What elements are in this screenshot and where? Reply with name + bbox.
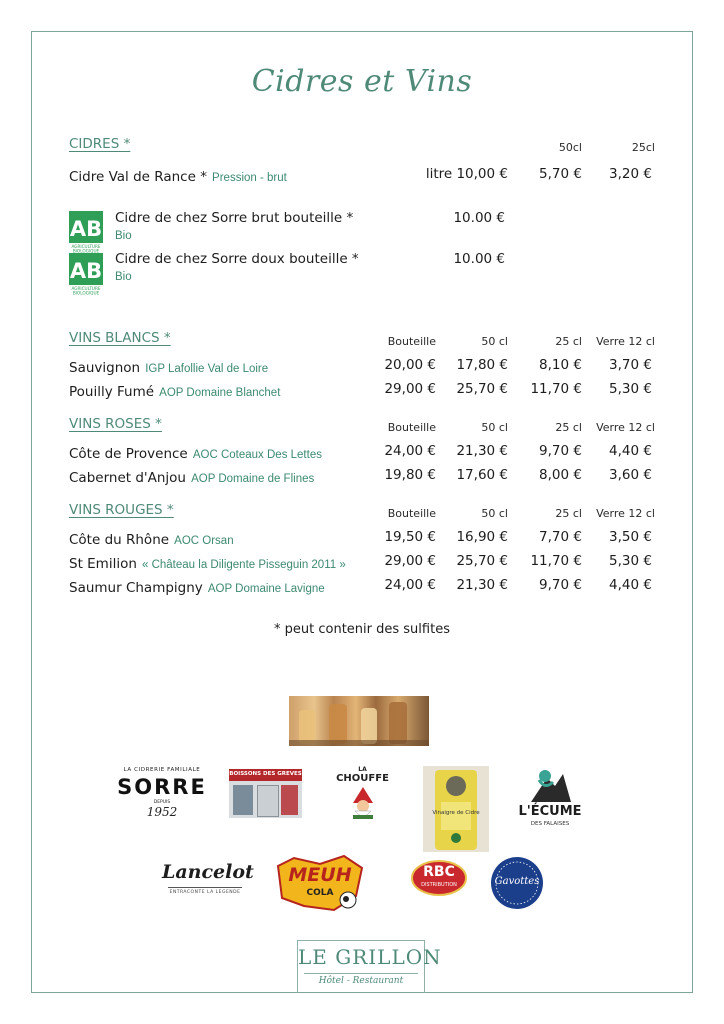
column-header-50cl: 50 cl [481,335,508,348]
svg-text:AGRICULTURE: AGRICULTURE [71,286,101,291]
wine-row-name [69,553,346,572]
svg-text:AB: AB [69,259,103,283]
svg-text:BIOLOGIQUE: BIOLOGIQUE [72,290,100,296]
meuh-cola-logo: MEUH COLA [274,856,366,912]
price-verre: 5,30 € [609,381,652,397]
item-name: Côte du Rhône [69,532,170,548]
price-bouteille: 29,00 € [384,553,436,569]
column-header-25cl: 25cl [631,141,655,154]
price-verre: 3,70 € [609,357,652,373]
price-verre: 3,60 € [609,467,652,483]
svg-text:BIOLOGIQUE: BIOLOGIQUE [72,248,100,254]
section-heading-vins-blancs: VINS BLANCS * [69,330,171,346]
wine-row-name [69,529,234,548]
bio-label: Bio [115,271,132,283]
wine-row-name [69,577,325,596]
cider-row-name [69,166,287,185]
price-bouteille: 20,00 € [384,357,436,373]
price-bouteille: 24,00 € [384,443,436,459]
price-bouteille: 24,00 € [384,577,436,593]
item-detail: « Château la Diligente Pisseguin 2011 » [142,559,346,571]
column-header-50cl: 50 cl [481,421,508,434]
price-50cl: 17,80 € [456,357,508,373]
item-name: St Emilion [69,556,137,572]
gavottes-logo: Gavottes [490,856,544,910]
price-50cl: 17,60 € [456,467,508,483]
price-verre: 5,30 € [609,553,652,569]
column-header-verre: Verre 12 cl [596,335,655,348]
section-heading-vins-rouges: VINS ROUGES * [69,502,174,518]
section-heading-cidres: CIDRES * [69,136,131,152]
bio-cider-name: Cidre de chez Sorre brut bouteille * [115,210,354,226]
price-50cl: 21,30 € [456,577,508,593]
column-header-50cl: 50 cl [481,507,508,520]
item-name: Cabernet d'Anjou [69,470,186,486]
item-detail: AOC Orsan [174,535,234,547]
item-name: Côte de Provence [69,446,188,462]
column-header-bouteille: Bouteille [387,507,436,520]
price-litre: litre 10,00 € [425,166,508,182]
price-bouteille: 19,50 € [384,529,436,545]
price-25cl: 8,00 € [539,467,582,483]
column-header-bouteille: Bouteille [387,421,436,434]
price-verre: 4,40 € [609,577,652,593]
price-50cl: 21,30 € [456,443,508,459]
item-detail: AOP Domaine Blanchet [159,387,281,399]
lancelot-logo: Lancelot ENTRACONTE LA LEGENDE [162,861,254,895]
price-50cl: 25,70 € [456,553,508,569]
sorre-logo: LA CIDRERIE FAMILIALE SORRE DEPUIS 1952 [117,767,207,819]
lecume-des-falaises-logo: L'ÉCUME DES FALAISES [513,766,587,830]
item-detail: AOP Domaine de Flines [191,473,315,485]
bio-cider-price: 10.00 € [453,251,505,267]
boissons-des-greves-storefront: BOISSONS DES GREVES [229,769,302,818]
wine-row-name [69,467,314,486]
wine-row-name [69,443,322,462]
column-header-verre: Verre 12 cl [596,507,655,520]
wine-row-name [69,357,268,376]
price-bouteille: 29,00 € [384,381,436,397]
item-name: Pouilly Fumé [69,384,155,400]
la-chouffe-logo: LA CHOUFFE [335,766,390,822]
price-25cl: 11,70 € [530,381,582,397]
price-25cl: 8,10 € [539,357,582,373]
column-header-25cl: 25 cl [555,421,582,434]
column-header-verre: Verre 12 cl [596,421,655,434]
section-heading-vins-roses: VINS ROSES * [69,416,162,432]
page-title: Cidres et Vins [251,64,473,99]
bio-cider-name: Cidre de chez Sorre doux bouteille * [115,251,359,267]
item-detail: AOP Domaine Lavigne [207,583,325,595]
price-25cl: 9,70 € [539,577,582,593]
price-50cl: 16,90 € [456,529,508,545]
bio-cider-price: 10.00 € [453,210,505,226]
price-25cl: 3,20 € [609,166,652,182]
price-50cl: 25,70 € [456,381,508,397]
item-name: Saumur Champigny [69,580,203,596]
item-detail: AOC Coteaux Des Lettes [192,449,322,461]
ab-organic-logo [69,211,103,253]
item-detail: Pression - brut [212,172,287,184]
bio-label: Bio [115,230,132,242]
item-detail: IGP Lafollie Val de Loire [145,363,269,375]
column-header-25cl: 25 cl [555,335,582,348]
column-header-50cl: 50cl [558,141,582,154]
sulfites-note: * peut contenir des sulfites [274,622,450,637]
ab-organic-logo [69,253,103,295]
price-bouteille: 19,80 € [384,467,436,483]
le-grillon-logo: LE GRILLON Hôtel - Restaurant [297,940,425,993]
svg-text:AGRICULTURE: AGRICULTURE [71,244,101,249]
ab-letters: AB [69,217,103,241]
price-25cl: 7,70 € [539,529,582,545]
cider-bottles-photo [289,696,429,746]
price-25cl: 11,70 € [530,553,582,569]
item-name: Cidre Val de Rance * [69,169,207,185]
rbc-distribution-logo: RBC DISTRIBUTION [411,860,467,896]
wine-row-name [69,381,280,400]
column-header-25cl: 25 cl [555,507,582,520]
item-name: Sauvignon [69,360,141,376]
price-verre: 3,50 € [609,529,652,545]
cider-vinegar-bottle: Vinaigre de Cidre [423,766,489,852]
price-25cl: 9,70 € [539,443,582,459]
price-verre: 4,40 € [609,443,652,459]
column-header-bouteille: Bouteille [387,335,436,348]
price-50cl: 5,70 € [539,166,582,182]
